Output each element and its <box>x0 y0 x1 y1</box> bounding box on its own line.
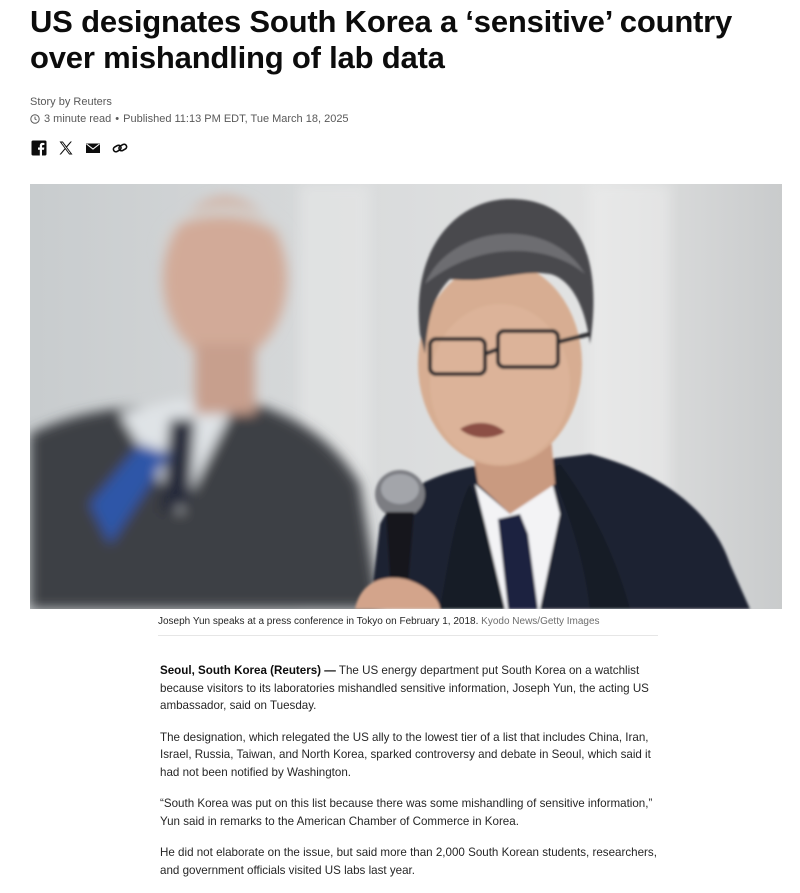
photo-caption <box>158 616 658 636</box>
headline: US designates South Korea a ‘sensitive’ country over mishandling of lab data <box>30 4 733 75</box>
paragraph-2: The designation, which relegated the US ally to the lowest tier of a list that includes China, Iran, Israel, Russia, Taiwan, and North Korea, sparked controversy and debate in Seoul, which said it had not been notified by Washington. <box>160 730 651 779</box>
paragraph-4: He did not elaborate on the issue, but said more than 2,000 South Korean students, researchers, and government officials visited US labs last year. <box>160 846 657 877</box>
clock-icon <box>30 114 40 124</box>
caption-text: Joseph Yun speaks at a press conference in Tokyo on February 1, 2018. <box>158 616 479 627</box>
article-photo <box>30 184 782 609</box>
share-bar <box>30 139 128 156</box>
link-icon[interactable] <box>111 139 128 156</box>
facebook-icon[interactable] <box>30 139 47 156</box>
paragraph-1-text: The US energy department put South Korea on a watchlist because visitors to its laboratories mishandled sensitive information, Joseph Yun, the acting US ambassador, said on Tuesday. <box>160 664 649 712</box>
article-body <box>160 662 660 893</box>
x-icon[interactable] <box>57 139 74 156</box>
meta-separator: • <box>115 113 120 125</box>
dateline: Seoul, South Korea (Reuters) — <box>160 664 336 677</box>
read-time: 3 minute read <box>44 113 112 125</box>
byline: Story by Reuters <box>30 96 112 108</box>
email-icon[interactable] <box>84 139 101 156</box>
paragraph-3: “South Korea was put on this list because there was some mishandling of sensitive information,” Yun said in remarks to the American Chamber of Commerce in Korea. <box>160 797 653 828</box>
published-time: Published 11:13 PM EDT, Tue March 18, 2025 <box>123 113 349 125</box>
article-meta <box>30 113 349 125</box>
photo-credit: Kyodo News/Getty Images <box>481 616 600 627</box>
paragraph-1 <box>160 662 660 715</box>
